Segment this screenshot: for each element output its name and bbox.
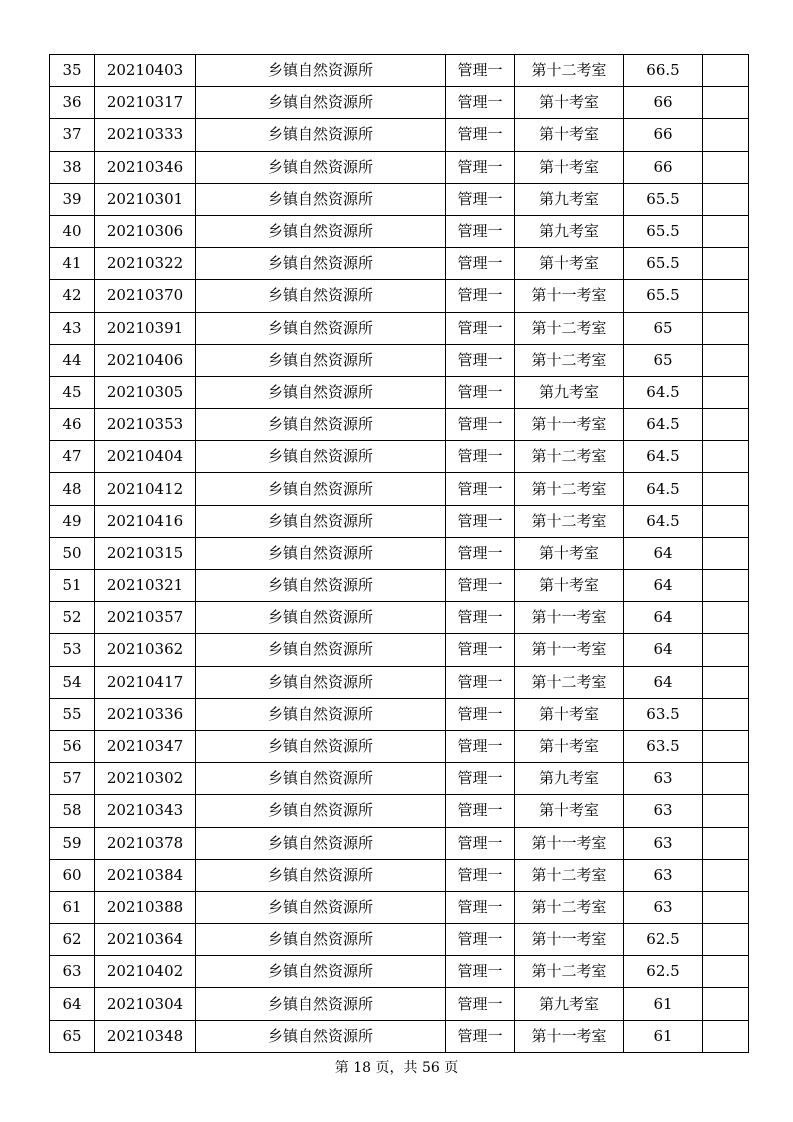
- table-row: [50, 988, 749, 1020]
- row-number-cell: 40: [50, 215, 95, 247]
- remark-cell: [703, 988, 749, 1020]
- table-row: [50, 312, 749, 344]
- exam-room-cell: 第十考室: [515, 730, 624, 762]
- unit-cell: 乡镇自然资源所: [196, 312, 446, 344]
- row-number-cell: 51: [50, 570, 95, 602]
- row-number-cell: 50: [50, 537, 95, 569]
- unit-cell: 乡镇自然资源所: [196, 151, 446, 183]
- score-cell: 63.5: [624, 730, 703, 762]
- exam-id-cell: 20210417: [95, 666, 196, 698]
- position-cell: 管理一: [446, 215, 515, 247]
- unit-cell: 乡镇自然资源所: [196, 376, 446, 408]
- unit-cell: 乡镇自然资源所: [196, 55, 446, 87]
- exam-room-cell: 第九考室: [515, 376, 624, 408]
- position-cell: 管理一: [446, 473, 515, 505]
- row-number-cell: 56: [50, 730, 95, 762]
- row-number-cell: 35: [50, 55, 95, 87]
- unit-cell: 乡镇自然资源所: [196, 730, 446, 762]
- exam-room-cell: 第十一考室: [515, 409, 624, 441]
- exam-id-cell: 20210416: [95, 505, 196, 537]
- table-row: [50, 570, 749, 602]
- score-cell: 63: [624, 763, 703, 795]
- exam-room-cell: 第十二考室: [515, 891, 624, 923]
- remark-cell: [703, 827, 749, 859]
- exam-room-cell: 第十考室: [515, 151, 624, 183]
- exam-id-cell: 20210362: [95, 634, 196, 666]
- exam-id-cell: 20210343: [95, 795, 196, 827]
- exam-id-cell: 20210370: [95, 280, 196, 312]
- exam-id-cell: 20210305: [95, 376, 196, 408]
- exam-room-cell: 第十一考室: [515, 1020, 624, 1052]
- row-number-cell: 48: [50, 473, 95, 505]
- remark-cell: [703, 119, 749, 151]
- exam-id-cell: 20210353: [95, 409, 196, 441]
- exam-room-cell: 第十二考室: [515, 666, 624, 698]
- table-row: [50, 634, 749, 666]
- unit-cell: 乡镇自然资源所: [196, 795, 446, 827]
- remark-cell: [703, 248, 749, 280]
- exam-room-cell: 第十考室: [515, 698, 624, 730]
- table-row: [50, 441, 749, 473]
- position-cell: 管理一: [446, 763, 515, 795]
- table-row: [50, 215, 749, 247]
- exam-room-cell: 第十考室: [515, 248, 624, 280]
- table-row: [50, 344, 749, 376]
- row-number-cell: 62: [50, 924, 95, 956]
- table-row: [50, 119, 749, 151]
- page-footer: 第 18 页，共 56 页: [334, 1060, 459, 1076]
- score-cell: 62.5: [624, 956, 703, 988]
- row-number-cell: 41: [50, 248, 95, 280]
- table-row: [50, 151, 749, 183]
- remark-cell: [703, 344, 749, 376]
- exam-room-cell: 第十二考室: [515, 505, 624, 537]
- row-number-cell: 36: [50, 87, 95, 119]
- remark-cell: [703, 570, 749, 602]
- remark-cell: [703, 87, 749, 119]
- table-row: [50, 183, 749, 215]
- position-cell: 管理一: [446, 55, 515, 87]
- table-row: [50, 505, 749, 537]
- table-row: [50, 666, 749, 698]
- exam-id-cell: 20210346: [95, 151, 196, 183]
- position-cell: 管理一: [446, 280, 515, 312]
- remark-cell: [703, 183, 749, 215]
- row-number-cell: 37: [50, 119, 95, 151]
- table-row: [50, 698, 749, 730]
- row-number-cell: 65: [50, 1020, 95, 1052]
- score-cell: 65: [624, 344, 703, 376]
- score-cell: 63.5: [624, 698, 703, 730]
- exam-room-cell: 第十考室: [515, 119, 624, 151]
- position-cell: 管理一: [446, 183, 515, 215]
- unit-cell: 乡镇自然资源所: [196, 859, 446, 891]
- unit-cell: 乡镇自然资源所: [196, 570, 446, 602]
- exam-room-cell: 第九考室: [515, 215, 624, 247]
- row-number-cell: 38: [50, 151, 95, 183]
- row-number-cell: 49: [50, 505, 95, 537]
- score-cell: 62.5: [624, 924, 703, 956]
- row-number-cell: 45: [50, 376, 95, 408]
- exam-id-cell: 20210403: [95, 55, 196, 87]
- remark-cell: [703, 280, 749, 312]
- table-row: [50, 730, 749, 762]
- exam-id-cell: 20210301: [95, 183, 196, 215]
- unit-cell: 乡镇自然资源所: [196, 891, 446, 923]
- remark-cell: [703, 666, 749, 698]
- exam-room-cell: 第十考室: [515, 795, 624, 827]
- exam-id-cell: 20210306: [95, 215, 196, 247]
- score-cell: 64: [624, 666, 703, 698]
- table-row: [50, 473, 749, 505]
- exam-room-cell: 第十二考室: [515, 312, 624, 344]
- remark-cell: [703, 473, 749, 505]
- exam-room-cell: 第十二考室: [515, 344, 624, 376]
- position-cell: 管理一: [446, 956, 515, 988]
- table-row: [50, 602, 749, 634]
- remark-cell: [703, 151, 749, 183]
- remark-cell: [703, 505, 749, 537]
- score-cell: 66: [624, 151, 703, 183]
- table-row: [50, 87, 749, 119]
- unit-cell: 乡镇自然资源所: [196, 505, 446, 537]
- exam-room-cell: 第九考室: [515, 763, 624, 795]
- position-cell: 管理一: [446, 119, 515, 151]
- row-number-cell: 54: [50, 666, 95, 698]
- unit-cell: 乡镇自然资源所: [196, 988, 446, 1020]
- exam-id-cell: 20210404: [95, 441, 196, 473]
- score-cell: 64.5: [624, 505, 703, 537]
- table-row: [50, 409, 749, 441]
- score-cell: 63: [624, 891, 703, 923]
- unit-cell: 乡镇自然资源所: [196, 634, 446, 666]
- exam-room-cell: 第十二考室: [515, 473, 624, 505]
- row-number-cell: 42: [50, 280, 95, 312]
- exam-id-cell: 20210412: [95, 473, 196, 505]
- exam-room-cell: 第九考室: [515, 988, 624, 1020]
- position-cell: 管理一: [446, 891, 515, 923]
- position-cell: 管理一: [446, 827, 515, 859]
- exam-id-cell: 20210315: [95, 537, 196, 569]
- exam-id-cell: 20210357: [95, 602, 196, 634]
- score-cell: 64: [624, 570, 703, 602]
- exam-room-cell: 第十一考室: [515, 602, 624, 634]
- position-cell: 管理一: [446, 344, 515, 376]
- exam-id-cell: 20210402: [95, 956, 196, 988]
- position-cell: 管理一: [446, 730, 515, 762]
- remark-cell: [703, 634, 749, 666]
- remark-cell: [703, 730, 749, 762]
- row-number-cell: 44: [50, 344, 95, 376]
- exam-id-cell: 20210388: [95, 891, 196, 923]
- unit-cell: 乡镇自然资源所: [196, 215, 446, 247]
- unit-cell: 乡镇自然资源所: [196, 183, 446, 215]
- exam-id-cell: 20210333: [95, 119, 196, 151]
- row-number-cell: 53: [50, 634, 95, 666]
- unit-cell: 乡镇自然资源所: [196, 87, 446, 119]
- score-cell: 66: [624, 87, 703, 119]
- exam-room-cell: 第十考室: [515, 87, 624, 119]
- score-cell: 65.5: [624, 248, 703, 280]
- remark-cell: [703, 376, 749, 408]
- unit-cell: 乡镇自然资源所: [196, 666, 446, 698]
- remark-cell: [703, 763, 749, 795]
- unit-cell: 乡镇自然资源所: [196, 441, 446, 473]
- row-number-cell: 47: [50, 441, 95, 473]
- unit-cell: 乡镇自然资源所: [196, 119, 446, 151]
- table-row: [50, 763, 749, 795]
- position-cell: 管理一: [446, 505, 515, 537]
- table-row: [50, 537, 749, 569]
- row-number-cell: 55: [50, 698, 95, 730]
- position-cell: 管理一: [446, 924, 515, 956]
- score-cell: 64: [624, 537, 703, 569]
- exam-room-cell: 第九考室: [515, 183, 624, 215]
- row-number-cell: 61: [50, 891, 95, 923]
- score-cell: 66.5: [624, 55, 703, 87]
- score-cell: 66: [624, 119, 703, 151]
- score-cell: 64.5: [624, 409, 703, 441]
- exam-room-cell: 第十二考室: [515, 441, 624, 473]
- remark-cell: [703, 215, 749, 247]
- position-cell: 管理一: [446, 312, 515, 344]
- score-cell: 65.5: [624, 183, 703, 215]
- table-row: [50, 795, 749, 827]
- unit-cell: 乡镇自然资源所: [196, 280, 446, 312]
- position-cell: 管理一: [446, 1020, 515, 1052]
- table-row: [50, 924, 749, 956]
- unit-cell: 乡镇自然资源所: [196, 698, 446, 730]
- table-body: [50, 55, 749, 1053]
- table-row: [50, 55, 749, 87]
- score-cell: 64.5: [624, 473, 703, 505]
- position-cell: 管理一: [446, 409, 515, 441]
- score-cell: 64.5: [624, 441, 703, 473]
- exam-room-cell: 第十考室: [515, 570, 624, 602]
- remark-cell: [703, 956, 749, 988]
- position-cell: 管理一: [446, 666, 515, 698]
- position-cell: 管理一: [446, 634, 515, 666]
- remark-cell: [703, 698, 749, 730]
- table-row: [50, 1020, 749, 1052]
- exam-id-cell: 20210317: [95, 87, 196, 119]
- row-number-cell: 58: [50, 795, 95, 827]
- row-number-cell: 57: [50, 763, 95, 795]
- position-cell: 管理一: [446, 988, 515, 1020]
- table-row: [50, 891, 749, 923]
- row-number-cell: 52: [50, 602, 95, 634]
- table-row: [50, 859, 749, 891]
- exam-room-cell: 第十一考室: [515, 280, 624, 312]
- remark-cell: [703, 409, 749, 441]
- exam-room-cell: 第十二考室: [515, 55, 624, 87]
- exam-room-cell: 第十一考室: [515, 634, 624, 666]
- remark-cell: [703, 602, 749, 634]
- exam-id-cell: 20210322: [95, 248, 196, 280]
- exam-id-cell: 20210348: [95, 1020, 196, 1052]
- unit-cell: 乡镇自然资源所: [196, 763, 446, 795]
- position-cell: 管理一: [446, 376, 515, 408]
- score-cell: 64: [624, 602, 703, 634]
- table-row: [50, 827, 749, 859]
- remark-cell: [703, 859, 749, 891]
- position-cell: 管理一: [446, 602, 515, 634]
- unit-cell: 乡镇自然资源所: [196, 344, 446, 376]
- position-cell: 管理一: [446, 441, 515, 473]
- exam-id-cell: 20210406: [95, 344, 196, 376]
- row-number-cell: 39: [50, 183, 95, 215]
- exam-id-cell: 20210347: [95, 730, 196, 762]
- remark-cell: [703, 891, 749, 923]
- score-cell: 63: [624, 827, 703, 859]
- table-row: [50, 956, 749, 988]
- score-cell: 64: [624, 634, 703, 666]
- position-cell: 管理一: [446, 248, 515, 280]
- table-row: [50, 248, 749, 280]
- remark-cell: [703, 537, 749, 569]
- unit-cell: 乡镇自然资源所: [196, 602, 446, 634]
- score-cell: 65.5: [624, 280, 703, 312]
- position-cell: 管理一: [446, 698, 515, 730]
- position-cell: 管理一: [446, 151, 515, 183]
- remark-cell: [703, 312, 749, 344]
- exam-room-cell: 第十一考室: [515, 924, 624, 956]
- position-cell: 管理一: [446, 537, 515, 569]
- exam-room-cell: 第十二考室: [515, 956, 624, 988]
- exam-id-cell: 20210336: [95, 698, 196, 730]
- remark-cell: [703, 55, 749, 87]
- score-cell: 65.5: [624, 215, 703, 247]
- unit-cell: 乡镇自然资源所: [196, 1020, 446, 1052]
- position-cell: 管理一: [446, 859, 515, 891]
- remark-cell: [703, 1020, 749, 1052]
- exam-id-cell: 20210304: [95, 988, 196, 1020]
- exam-id-cell: 20210391: [95, 312, 196, 344]
- unit-cell: 乡镇自然资源所: [196, 956, 446, 988]
- score-cell: 61: [624, 1020, 703, 1052]
- unit-cell: 乡镇自然资源所: [196, 537, 446, 569]
- exam-id-cell: 20210384: [95, 859, 196, 891]
- table-row: [50, 376, 749, 408]
- table-row: [50, 280, 749, 312]
- score-cell: 63: [624, 859, 703, 891]
- position-cell: 管理一: [446, 795, 515, 827]
- score-cell: 63: [624, 795, 703, 827]
- remark-cell: [703, 795, 749, 827]
- unit-cell: 乡镇自然资源所: [196, 409, 446, 441]
- position-cell: 管理一: [446, 570, 515, 602]
- exam-id-cell: 20210321: [95, 570, 196, 602]
- row-number-cell: 64: [50, 988, 95, 1020]
- exam-id-cell: 20210364: [95, 924, 196, 956]
- unit-cell: 乡镇自然资源所: [196, 248, 446, 280]
- score-cell: 64.5: [624, 376, 703, 408]
- remark-cell: [703, 924, 749, 956]
- remark-cell: [703, 441, 749, 473]
- exam-id-cell: 20210302: [95, 763, 196, 795]
- row-number-cell: 43: [50, 312, 95, 344]
- row-number-cell: 46: [50, 409, 95, 441]
- unit-cell: 乡镇自然资源所: [196, 827, 446, 859]
- row-number-cell: 59: [50, 827, 95, 859]
- exam-room-cell: 第十二考室: [515, 859, 624, 891]
- score-cell: 65: [624, 312, 703, 344]
- exam-room-cell: 第十考室: [515, 537, 624, 569]
- score-table: [49, 54, 749, 1053]
- unit-cell: 乡镇自然资源所: [196, 924, 446, 956]
- position-cell: 管理一: [446, 87, 515, 119]
- row-number-cell: 63: [50, 956, 95, 988]
- score-cell: 61: [624, 988, 703, 1020]
- unit-cell: 乡镇自然资源所: [196, 473, 446, 505]
- exam-room-cell: 第十一考室: [515, 827, 624, 859]
- exam-id-cell: 20210378: [95, 827, 196, 859]
- row-number-cell: 60: [50, 859, 95, 891]
